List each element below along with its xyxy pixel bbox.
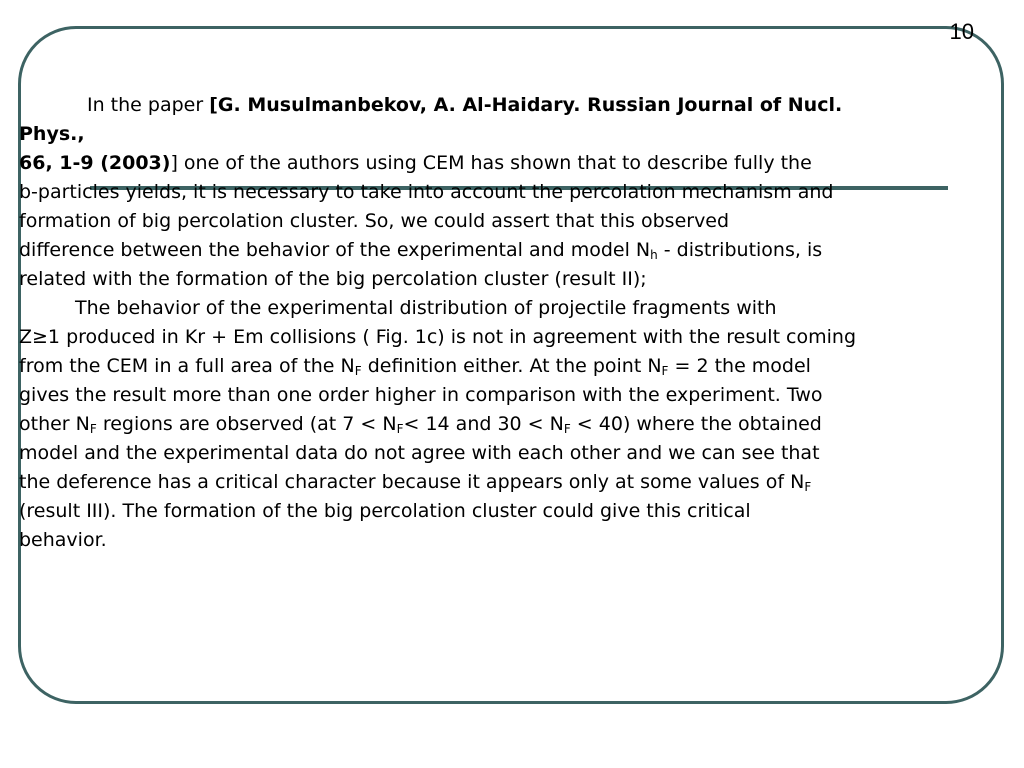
para2-line9: behavior.	[19, 529, 107, 551]
para2-line2: Z≥1 produced in Kr + Em collisions ( Fig. 1c) is not in agreement with the result coming	[19, 326, 857, 348]
para1-line3: 66, 1-9 (2003)] one of the authors using CEM has shown that to describe fully the	[19, 152, 812, 174]
para1-line6: difference between the behavior of the experimental and model $N_h$ - distributions, is	[19, 239, 823, 262]
para2-line7: the deference has a critical character because it appears only at some values of $N_F$	[19, 471, 812, 494]
page-number: 10	[949, 19, 974, 44]
body-text	[19, 91, 1004, 555]
para2-line8: (result III). The formation of the big percolation cluster could give this critical	[19, 500, 751, 522]
para2-line6: model and the experimental data do not agree with each other and we can see that	[19, 442, 820, 464]
para1-line7: related with the formation of the big percolation cluster (result II);	[19, 268, 647, 290]
para1-line4: b-particles yields, it is necessary to take into account the percolation mechanism and	[19, 181, 834, 203]
para2-line4: gives the result more than one order higher in comparison with the experiment. Two	[19, 384, 823, 406]
para1-line5: formation of big percolation cluster. So, we could assert that this observed	[19, 210, 730, 232]
para1-line1: In the paper [G. Musulmanbekov, A. Al-Haidary. Russian Journal of Nucl.	[87, 94, 843, 116]
para2-line3: from the CEM in a full area of the $N_F$ definition either. At the point $N_F = 2$ the model	[19, 355, 811, 378]
para2-line1: The behavior of the experimental distribution of projectile fragments with	[75, 297, 777, 319]
para1-line2: Phys.,	[19, 123, 85, 145]
para2-line5: other $N_F$ regions are observed (at $7 < N_F< 14$ and $30 < N_F < 40$) where the obtained	[19, 413, 822, 436]
